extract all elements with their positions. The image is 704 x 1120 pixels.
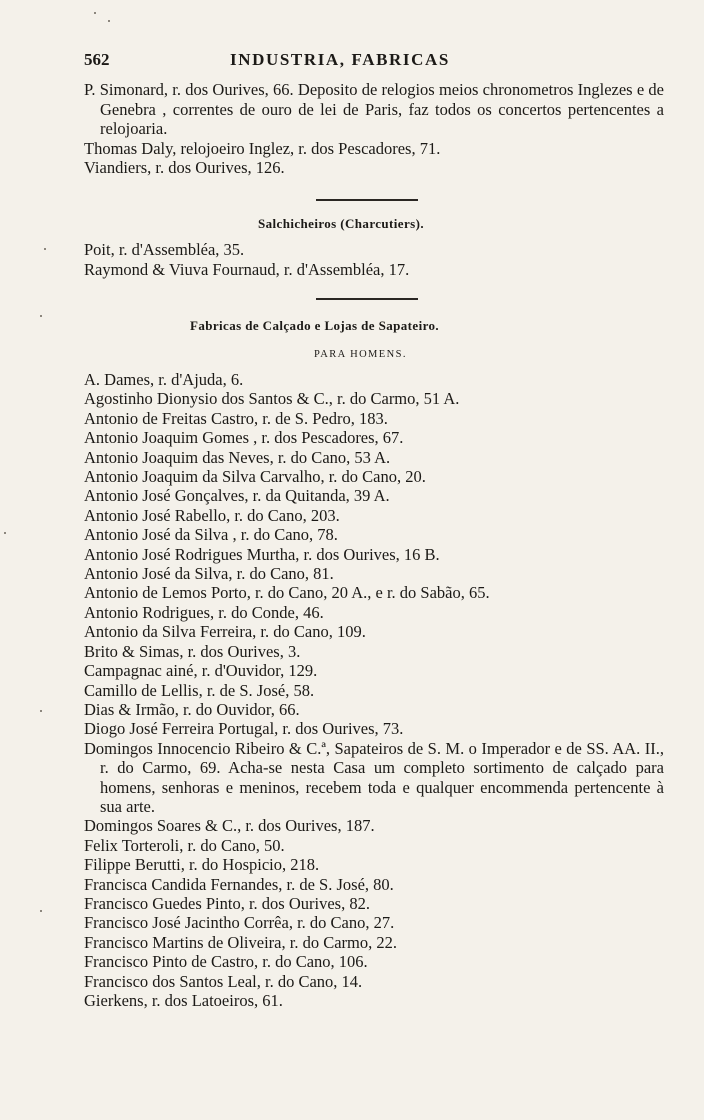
list-item: Antonio Joaquim Gomes , r. dos Pescadores, 67. xyxy=(84,428,404,448)
list-item: Campagnac ainé, r. d'Ouvidor, 129. xyxy=(84,661,318,681)
continued-section-entries xyxy=(84,80,664,178)
list-item: Dias & Irmão, r. do Ouvidor, 66. xyxy=(84,699,300,719)
list-item: Francisco Guedes Pinto, r. dos Ourives, 82. xyxy=(84,893,370,913)
list-item: Francisco Pinto de Castro, r. do Cano, 106. xyxy=(84,952,368,972)
list-item: Poit, r. d'Assembléa, 35. xyxy=(84,240,245,259)
list-item: Viandiers, r. dos Ourives, 126. xyxy=(84,158,285,177)
list-item: Francisco José Jacintho Corrêa, r. do Cano, 27. xyxy=(84,913,395,933)
list-item: Antonio Rodrigues, r. do Conde, 46. xyxy=(84,602,324,622)
list-item: P. Simonard, r. dos Ourives, 66. Deposito de relogios meios chronometros Inglezes e de Genebra , correntes de ouro de lei de Paris, faz todos os concertos pertencentes a relojoaria. xyxy=(84,80,664,138)
list-item: Antonio de Freitas Castro, r. de S. Pedro, 183. xyxy=(84,408,388,428)
list-item: Antonio da Silva Ferreira, r. do Cano, 109. xyxy=(84,622,366,642)
paper-speck xyxy=(4,532,6,534)
list-item: Antonio José Gonçalves, r. da Quitanda, 39 A. xyxy=(84,486,390,506)
list-item: Diogo José Ferreira Portugal, r. dos Ourives, 73. xyxy=(84,719,404,739)
list-item: Thomas Daly, relojoeiro Inglez, r. dos Pescadores, 71. xyxy=(84,138,441,158)
list-item: Filippe Berutti, r. do Hospicio, 218. xyxy=(84,855,320,875)
list-item: Antonio José Rabello, r. do Cano, 203. xyxy=(84,505,340,525)
list-item: Domingos Soares & C., r. dos Ourives, 187. xyxy=(84,816,375,836)
list-item: Antonio Joaquim das Neves, r. do Cano, 53 A. xyxy=(84,447,391,467)
list-item: Francisco Martins de Oliveira, r. do Carmo, 22. xyxy=(84,932,397,952)
list-item: Camillo de Lellis, r. de S. José, 58. xyxy=(84,680,315,700)
paper-speck xyxy=(94,12,96,14)
list-item: Antonio José da Silva , r. do Cano, 78. xyxy=(84,525,338,545)
list-item: Antonio de Lemos Porto, r. do Cano, 20 A., e r. do Sabão, 65. xyxy=(84,583,490,603)
paper-speck xyxy=(108,20,110,22)
list-item: Felix Torteroli, r. do Cano, 50. xyxy=(84,835,285,855)
section-divider xyxy=(316,199,418,201)
paper-speck xyxy=(44,248,46,250)
list-item: Agostinho Dionysio dos Santos & C., r. do Carmo, 51 A. xyxy=(84,389,460,409)
list-item: Antonio José Rodrigues Murtha, r. dos Ourives, 16 B. xyxy=(84,544,440,564)
section-title-calcado: Fabricas de Calçado e Lojas de Sapateiro. xyxy=(190,318,440,333)
paper-speck xyxy=(40,315,42,317)
calcado-entries xyxy=(84,370,664,1010)
list-item: Francisca Candida Fernandes, r. de S. José, 80. xyxy=(84,874,394,894)
paper-speck xyxy=(40,910,42,912)
subheading-para-homens: PARA HOMENS. xyxy=(314,349,407,360)
salchicheiros-entries xyxy=(84,240,664,279)
list-item: Antonio José da Silva, r. do Cano, 81. xyxy=(84,564,334,584)
list-item: A. Dames, r. d'Ajuda, 6. xyxy=(84,370,244,389)
running-title: INDUSTRIA, FABRICAS xyxy=(230,50,450,69)
paper-speck xyxy=(40,710,42,712)
section-title-salchicheiros: Salchicheiros (Charcutiers). xyxy=(258,216,424,231)
section-divider xyxy=(316,298,418,300)
list-item: Francisco dos Santos Leal, r. do Cano, 14. xyxy=(84,971,363,991)
list-item: Domingos Innocencio Ribeiro & C.ª, Sapateiros de S. M. o Imperador e de SS. AA. II., r. do Carmo, 69. Acha-se nesta Casa um completo sortimento de calçado para homens, senhoras e meninos, recebem toda e qualquer encommenda pertencente à sua arte. xyxy=(84,738,664,816)
page-number: 562 xyxy=(84,50,110,69)
page-header xyxy=(84,50,484,72)
list-item: Brito & Simas, r. dos Ourives, 3. xyxy=(84,641,301,661)
list-item: Antonio Joaquim da Silva Carvalho, r. do Cano, 20. xyxy=(84,467,426,487)
list-item: Raymond & Viuva Fournaud, r. d'Assembléa, 17. xyxy=(84,259,410,279)
list-item: Gierkens, r. dos Latoeiros, 61. xyxy=(84,991,283,1010)
